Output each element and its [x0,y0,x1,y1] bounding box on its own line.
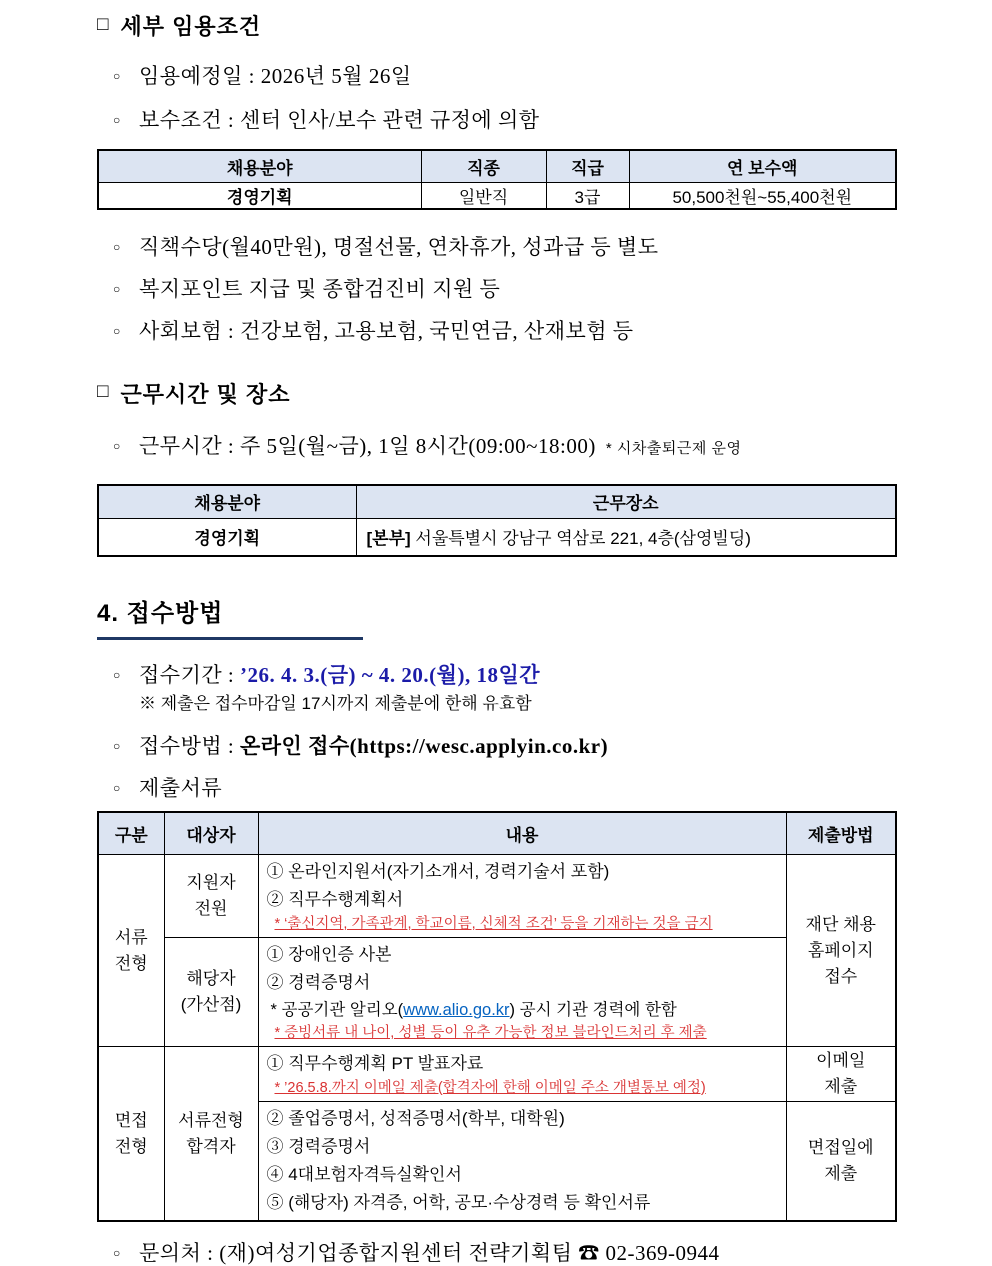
target-line: 전원 [194,899,228,918]
submission-row-doc-bonus [98,938,896,1047]
content-line: ② 직무수행계획서 [266,890,404,909]
salary-cell-annual: 50,500천원~55,400천원 [629,182,896,209]
square-bullet-icon: □ [97,13,110,35]
submission-table [97,811,897,1223]
method-line: 홈페이지 [807,940,874,960]
content-line: ① 장애인증 사본 [266,945,392,964]
location-table-header-row [98,485,896,519]
salary-condition-text: 보수조건 : 센터 인사/보수 관련 규정에 의함 [139,108,540,132]
content-alio-line [267,997,780,1023]
cell-content-pt [258,1047,786,1102]
cell-content-interview-docs [258,1102,786,1222]
section-4-title: 4. 접수방법 [97,599,224,627]
content-line: ① 직무수행계획 PT 발표자료 [266,1054,484,1073]
location-table [97,484,897,557]
square-bullet-icon: □ [97,381,110,402]
section-title-text: 근무시간 및 장소 [120,381,291,407]
circle-bullet-icon: ○ [113,780,121,795]
bullet-apply-method [97,733,895,759]
insurance-text: 사회보험 : 건강보험, 고용보험, 국민연금, 산재보험 등 [139,318,634,343]
target-line: 서류전형 [178,1110,244,1130]
content-line: ② 경력증명서 [266,973,371,992]
alio-prefix: * 공공기관 알리오( [270,1001,404,1019]
submission-row-interview-pt [98,1047,896,1102]
content-red-note: * ‘출신지역, 가족관계, 학교이름, 신체적 조건’ 등을 기재하는 것을 금지 [274,916,713,932]
contact-label: 문의처 : (재)여성기업종합지원센터 전략기획팀 [139,1241,579,1265]
salary-cell-field: 경영기획 [98,182,421,209]
salary-table [97,149,897,210]
circle-bullet-icon: ○ [113,239,121,254]
content-line: ② 졸업증명서, 성적증명서(학부, 대학원) [266,1109,565,1128]
circle-bullet-icon: ○ [113,281,121,296]
phone-icon: ☎ [578,1241,600,1265]
salary-header-jobtype: 직종 [421,150,546,182]
salary-table-header-row [98,150,896,182]
circle-bullet-icon: ○ [113,667,121,682]
location-header-field: 채용분야 [98,485,356,519]
cell-target-all-applicants [164,855,258,938]
content-line: ① 온라인지원서(자기소개서, 경력기술서 포함) [266,862,610,881]
apply-period-text [139,662,540,688]
section-4-title-underline [97,593,363,640]
circle-bullet-icon: ○ [113,1246,121,1260]
submission-header-category: 구분 [98,812,164,855]
salary-cell-grade: 3급 [546,182,629,209]
worktime-text [139,433,741,462]
bullet-worktime [97,433,895,462]
bullet-insurance [97,318,895,344]
circle-bullet-icon: ○ [113,323,121,338]
submission-docs-label: 제출서류 [139,775,223,800]
bullet-apply-period [97,662,895,688]
salary-header-grade: 직급 [546,150,629,182]
allowance-text: 직책수당(월40만원), 명절선물, 연차휴가, 성과급 등 별도 [139,234,659,259]
bullet-allowance [97,234,895,260]
submission-header-row [98,812,896,855]
location-cell-place [356,519,896,556]
stage-line: 서류 [114,927,148,947]
cell-method-email [786,1047,896,1102]
target-line: 지원자 [186,873,236,892]
submission-header-target: 대상자 [164,812,258,855]
content-line: ④ 4대보험자격득실확인서 [266,1165,462,1184]
salary-header-annual: 연 보수액 [629,150,896,182]
method-line: 제출 [824,1077,858,1096]
apply-period-label: 접수기간 : [139,662,240,687]
submission-header-method: 제출방법 [786,812,896,855]
alio-suffix: ) 공시 기관 경력에 한함 [509,1001,677,1019]
content-red-note: * ’26.5.8.까지 이메일 제출(합격자에 한해 이메일 주소 개별통보 예정) [274,1080,706,1096]
apply-method-value: 온라인 접수(https://wesc.applyin.co.kr) [239,733,609,758]
bullet-contact [97,1240,895,1266]
cell-target-doc-passers [164,1047,258,1222]
cell-content-bonus [258,938,786,1047]
location-address: 서울특별시 강남구 역삼로 221, 4층(삼영빌딩) [410,529,751,549]
location-table-data-row [98,519,896,556]
bullet-salary-condition [97,107,895,133]
content-line: ③ 경력증명서 [266,1137,371,1156]
target-line: 해당자 [186,969,236,988]
contact-text [139,1240,720,1266]
apply-method-text [139,733,608,759]
cell-stage-document [98,855,164,1047]
salary-cell-jobtype: 일반직 [421,182,546,209]
stage-line: 면접 [114,1110,148,1130]
apply-method-label: 접수방법 : [139,733,240,758]
cell-target-bonus [164,938,258,1047]
stage-line: 전형 [114,953,148,973]
method-line: 접수 [824,966,858,986]
cell-content-all-applicants [258,855,786,938]
contact-phone: 02-369-0944 [599,1241,720,1265]
stage-line: 전형 [114,1136,148,1156]
section-title-detail-conditions [97,10,895,41]
circle-bullet-icon: ○ [113,738,121,753]
worktime-aside: * 시차출퇴근제 운영 [605,439,742,457]
bullet-submission-docs [97,775,895,801]
circle-bullet-icon: ○ [113,438,121,453]
method-line: 제출 [824,1164,858,1183]
method-line: 재단 채용 [805,914,876,934]
content-red-note: * 증빙서류 내 나이, 성별 등이 유추 가능한 정보 블라인드처리 후 제출 [274,1025,707,1041]
alio-link[interactable]: www.alio.go.kr [403,1001,510,1019]
apply-period-value: ’26. 4. 3.(금) ~ 4. 20.(월), 18일간 [239,662,541,687]
cell-method-interview-day [786,1102,896,1222]
salary-header-field: 채용분야 [98,150,421,182]
content-line: ⑤ (해당자) 자격증, 어학, 공모·수상경력 등 확인서류 [266,1193,651,1212]
submission-header-contents: 내용 [258,812,786,855]
location-cell-field: 경영기획 [98,519,356,556]
circle-bullet-icon: ○ [113,113,121,127]
bullet-welfare [97,276,895,302]
method-line: 이메일 [816,1051,866,1070]
target-line: 합격자 [186,1136,236,1156]
cell-stage-interview [98,1047,164,1222]
target-line: (가산점) [180,995,242,1014]
worktime-main: 근무시간 : 주 5일(월~금), 1일 8시간(09:00~18:00) [139,433,596,458]
section-title-worktime [97,378,895,409]
location-header-place: 근무장소 [356,485,896,519]
circle-bullet-icon: ○ [113,69,121,83]
submission-row-doc-all [98,855,896,938]
apply-period-note: ※ 제출은 접수마감일 17시까지 제출분에 한해 유효함 [139,693,532,713]
salary-table-data-row [98,182,896,209]
cell-method-homepage [786,855,896,1047]
method-line: 면접일에 [807,1138,874,1157]
appointment-date-text: 임용예정일 : 2026년 5월 26일 [139,64,412,88]
section-title-text: 세부 임용조건 [120,14,262,39]
location-hq-label: [본부] [366,529,411,549]
bullet-appointment-date [97,63,895,89]
welfare-text: 복지포인트 지급 및 종합검진비 지원 등 [139,276,501,301]
